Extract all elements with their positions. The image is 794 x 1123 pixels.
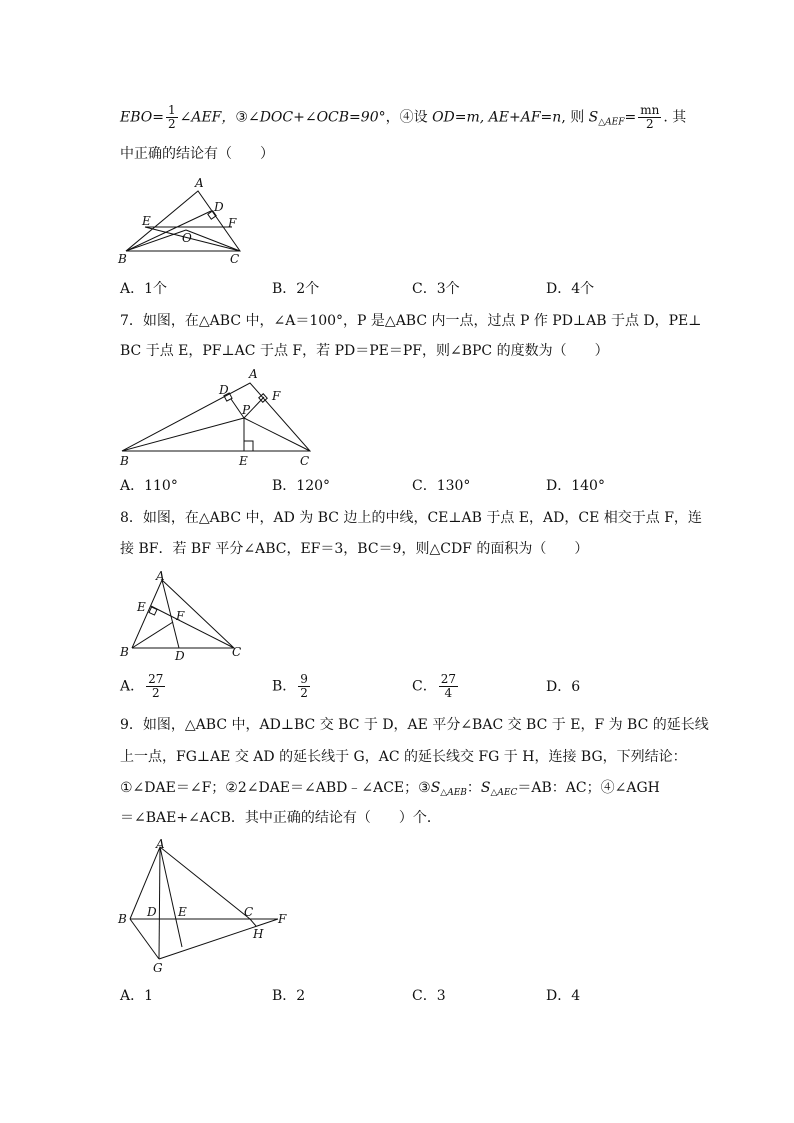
q7-label-c: C — [300, 454, 310, 468]
q6-figure — [114, 174, 254, 274]
q9-option-a[interactable]: A．1 — [120, 988, 154, 1004]
q9-line1: 9．如图，△ABC 中，AD⊥BC 交 BC 于 D，AE 平分∠BAC 交 BC 于 E，F 为 BC 的延长线 — [120, 717, 709, 733]
q8-option-b-num: 9 — [300, 672, 308, 686]
q6-option-b[interactable]: B．2个 — [272, 281, 320, 297]
q9-option-c[interactable]: C．3 — [412, 988, 446, 1004]
q9-triangle-diagram — [114, 836, 294, 978]
q7-option-c[interactable]: C．130° — [412, 478, 471, 494]
q9-figure — [114, 836, 294, 982]
q6-mn-fraction — [638, 104, 661, 131]
q6-doc: ∠DOC+∠OCB=90° — [247, 109, 386, 126]
q9-label-e: E — [178, 905, 187, 919]
q7-option-d[interactable]: D．140° — [546, 478, 605, 494]
q6-mn-den: 2 — [645, 117, 654, 131]
q7-label-d: D — [219, 383, 229, 397]
q7-label-p: P — [242, 403, 251, 417]
q9-line3-part1: ①∠DAE＝∠F；②2∠DAE＝∠ABD﹣∠ACE；③ — [120, 780, 431, 796]
q9-colon: ： — [466, 780, 481, 796]
q6-s: S — [588, 109, 599, 126]
q8-option-a-label: A． — [120, 678, 145, 695]
q8-option-b-fraction — [298, 673, 310, 700]
q6-half-fraction — [166, 104, 178, 131]
q7-triangle-diagram — [114, 364, 324, 472]
q6-option-a[interactable]: A．1个 — [120, 281, 168, 297]
q6-label-d: D — [214, 200, 224, 214]
q6-label-c: C — [230, 252, 240, 266]
q9-s1-sub: △AEB — [440, 788, 467, 798]
q8-option-a-den: 2 — [151, 686, 160, 700]
q9-label-g: G — [153, 961, 163, 975]
q9-label-d: D — [147, 905, 157, 919]
q7-label-f: F — [272, 389, 281, 403]
q6-end: . 其 — [663, 109, 687, 126]
q9-line4: ＝∠BAE+∠ACB．其中正确的结论有（ ）个． — [120, 810, 441, 826]
q6-label-b: B — [118, 252, 127, 266]
q6-eq: = — [624, 109, 637, 126]
q6-s-sub: △AEF — [598, 117, 625, 128]
q6-label-o: O — [182, 231, 192, 245]
q8-label-e: E — [137, 600, 146, 614]
q6-label-a: A — [195, 176, 204, 190]
q6-od: OD=m, AE+AF=n — [432, 109, 562, 126]
q8-option-c-den: 4 — [444, 686, 453, 700]
q9-label-b: B — [118, 912, 127, 926]
q9-label-a: A — [156, 837, 165, 851]
q9-label-f: F — [278, 912, 287, 926]
q8-label-b: B — [120, 645, 129, 659]
q9-label-h: H — [253, 927, 264, 941]
q8-triangle-diagram — [114, 566, 254, 666]
q6-triangle-diagram — [114, 174, 254, 270]
q6-then: , 则 — [561, 109, 589, 126]
q6-mn-num: mn — [640, 103, 660, 117]
q6-aef: ∠AEF， — [179, 109, 236, 126]
q8-option-a-fraction — [146, 673, 165, 700]
q9-label-c: C — [244, 905, 254, 919]
q7-label-e: E — [239, 454, 248, 468]
q8-option-b-den: 2 — [300, 686, 308, 700]
q7-option-b[interactable]: B．120° — [272, 478, 331, 494]
q9-option-b[interactable]: B．2 — [272, 988, 306, 1004]
q6-line1 — [120, 104, 686, 133]
q6-half-num: 1 — [167, 103, 176, 117]
q6-option-d[interactable]: D．4个 — [546, 281, 595, 297]
q8-option-b-label: B． — [272, 678, 297, 695]
q8-option-a-num: 27 — [148, 672, 164, 686]
q6-ebo: EBO= — [120, 109, 164, 126]
q7-option-a[interactable]: A．110° — [120, 478, 178, 494]
q9-s2: S — [480, 780, 491, 796]
q9-line2: 上一点，FG⊥AE 交 AD 的延长线于 G，AC 的延长线交 FG 于 H，连接 BG，下列结论： — [120, 749, 687, 765]
q8-label-f: F — [176, 609, 185, 623]
q8-option-b[interactable] — [272, 673, 312, 700]
q9-option-d[interactable]: D．4 — [546, 988, 581, 1004]
q8-figure — [114, 566, 254, 670]
q9-s2-sub: △AEC — [490, 788, 518, 798]
q6-circle4: ，④设 — [385, 109, 433, 126]
q6-line2: 中正确的结论有（ ） — [120, 146, 274, 162]
q8-option-c-label: C． — [412, 678, 437, 695]
q6-circle3: ③ — [235, 109, 248, 126]
q8-label-d: D — [175, 649, 185, 663]
q8-option-a[interactable] — [120, 673, 167, 700]
q8-option-c-num: 27 — [440, 672, 456, 686]
q8-option-c-fraction — [439, 673, 458, 700]
q8-option-c[interactable] — [412, 673, 460, 700]
q6-label-f: F — [228, 216, 237, 230]
q9-line3 — [120, 778, 660, 803]
q6-half-den: 2 — [167, 117, 176, 131]
q9-line3-part2: ＝AB：AC；④∠AGH — [517, 780, 660, 796]
q8-option-d[interactable]: D．6 — [546, 679, 581, 695]
q7-label-a: A — [249, 367, 258, 381]
q8-label-a: A — [156, 569, 165, 583]
q7-line2: BC 于点 E，PF⊥AC 于点 F，若 PD＝PE＝PF，则∠BPC 的度数为（ ） — [120, 343, 609, 359]
q8-line1: 8．如图，在△ABC 中，AD 为 BC 边上的中线，CE⊥AB 于点 E，AD，CE 相交于点 F，连 — [120, 510, 702, 526]
q9-s1: S — [430, 780, 441, 796]
q8-line2: 接 BF．若 BF 平分∠ABC，EF＝3，BC＝9，则△CDF 的面积为（ ） — [120, 541, 589, 557]
q7-figure — [114, 364, 324, 476]
q8-label-c: C — [232, 645, 242, 659]
q7-line1: 7．如图，在△ABC 中，∠A＝100°，P 是△ABC 内一点，过点 P 作 PD⊥AB 于点 D，PE⊥ — [120, 313, 702, 329]
q7-label-b: B — [120, 454, 129, 468]
q6-option-c[interactable]: C．3个 — [412, 281, 460, 297]
q6-label-e: E — [142, 214, 151, 228]
